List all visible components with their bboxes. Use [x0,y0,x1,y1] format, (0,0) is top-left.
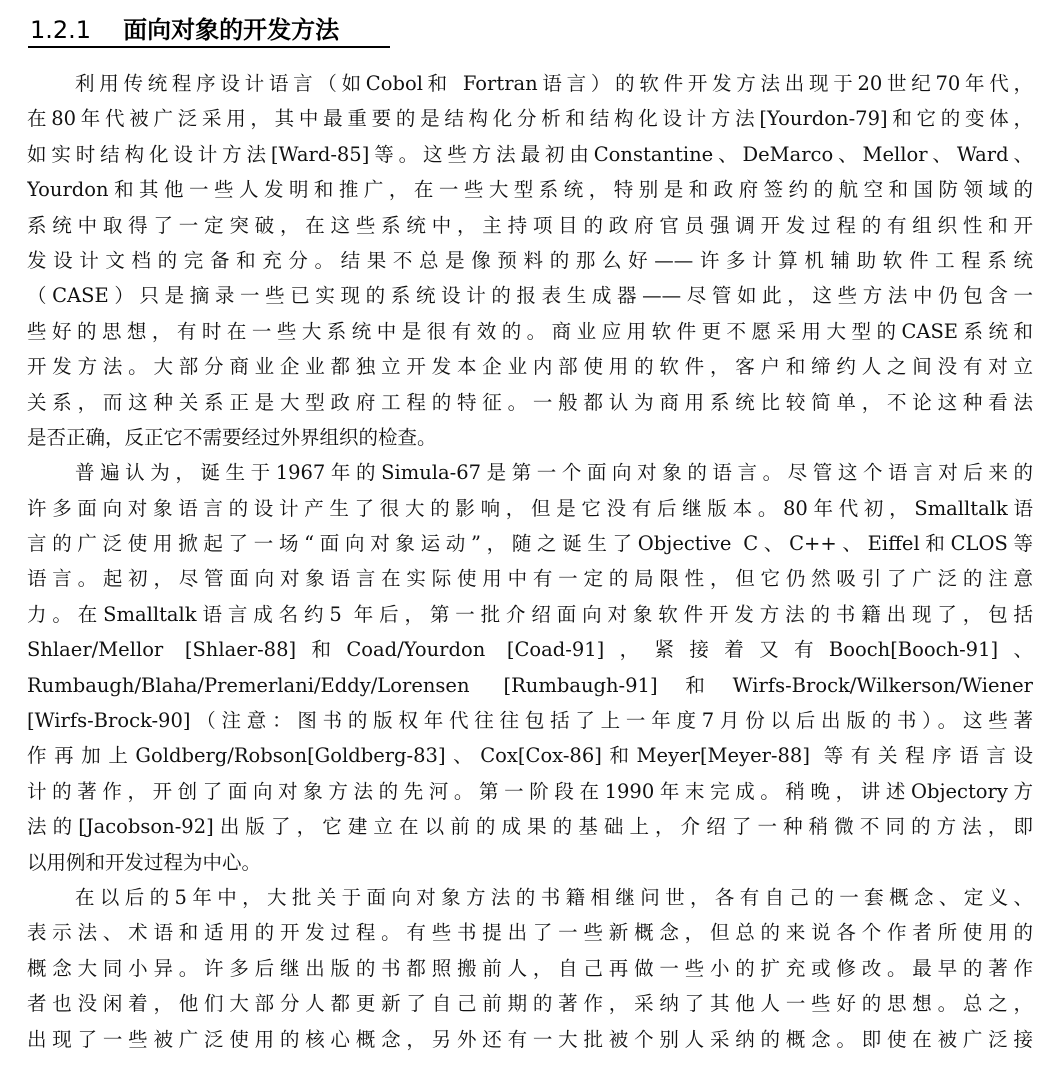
text-line: 关系，而这种关系正是大型政府工程的特征。一般都认为商用系统比较简单，不论这种看法 [27,390,1033,414]
paragraph [27,880,1033,1052]
text-line: Yourdon和其他一些人发明和推广，在一些大型系统，特别是和政府签约的航空和国防领域的 [27,178,1033,202]
text-line: 计的著作，开创了面向对象方法的先河。第一阶段在1990年末完成。稍晚，讲述Objectory方 [27,779,1033,803]
text-line: 系统中取得了一定突破，在这些系统中，主持项目的政府官员强调开发过程的有组织性和开 [27,213,1033,237]
text-line: 许多面向对象语言的设计产生了很大的影响，但是它没有后继版本。80年代初，Smalltalk语 [27,496,1033,520]
text-line: Rumbaugh/Blaha/Premerlani/Eddy/Lorensen [Rumbaugh-91]和Wirfs-Brock/Wilkerson/Wiener [27,673,1033,697]
text-line: 者也没闲着，他们大部分人都更新了自己前期的著作，采纳了其他人一些好的思想。总之， [27,992,1033,1016]
body-text [27,66,1033,1052]
text-line: 作再加上Goldberg/Robson[Goldberg-83]、Cox[Cox-86]和Meyer[Meyer-88] 等有关程序语言设 [27,744,1033,768]
text-line: 以用例和开发过程为中心。 [27,850,262,874]
text-line: 些好的思想，有时在一些大系统中是很有效的。商业应用软件更不愿采用大型的CASE系统和 [27,319,1033,343]
section-title: 面向对象的开发方法 [123,16,340,44]
text-line: 法的[Jacobson-92]出版了，它建立在以前的成果的基础上，介绍了一种稍微不同的方法，即 [27,815,1033,839]
text-line: [Wirfs-Brock-90]（注意：图书的版权年代往往包括了上一年度7月份以后出版的书）。这些著 [27,709,1033,733]
text-line: 言的广泛使用掀起了一场“面向对象运动”，随之诞生了Objective C、C++、Eiffel和CLOS等 [27,532,1033,556]
text-line: 表示法、术语和适用的开发过程。有些书提出了一些新概念，但总的来说各个作者所使用的 [27,921,1033,945]
text-line: 发设计文档的完备和充分。结果不总是像预料的那么好——许多计算机辅助软件工程系统 [27,248,1033,272]
text-line: 在以后的5年中，大批关于面向对象方法的书籍相继问世，各有自己的一套概念、定义、 [75,885,1033,909]
text-line: 利用传统程序设计语言（如Cobol和 Fortran语言）的软件开发方法出现于20世纪70年代， [75,72,1033,95]
section-number: 1.2.1 [30,16,92,44]
paragraph [27,66,1033,455]
text-line: 出现了一些被广泛使用的核心概念，另外还有一大批被个别人采纳的概念。即使在被广泛接 [27,1027,1033,1051]
heading-underline [28,46,390,48]
text-line: 开发方法。大部分商业企业都独立开发本企业内部使用的软件，客户和缔约人之间没有对立 [27,355,1033,379]
section-heading [30,12,339,48]
paragraph [27,455,1033,880]
text-line: 如实时结构化设计方法[Ward-85]等。这些方法最初由Constantine、DeMarco、Mellor、Ward、 [27,142,1033,166]
text-line: 是否正确，反正它不需要经过外界组织的检查。 [27,425,437,449]
text-line: 语言。起初，尽管面向对象语言在实际使用中有一定的局限性，但它仍然吸引了广泛的注意 [27,567,1033,591]
text-line: （CASE）只是摘录一些已实现的系统设计的报表生成器——尽管如此，这些方法中仍包含一 [27,284,1033,308]
text-line: 在80年代被广泛采用，其中最重要的是结构化分析和结构化设计方法[Yourdon-79]和它的变体， [27,107,1033,131]
text-line: 力。在Smalltalk语言成名约5 年后，第一批介绍面向对象软件开发方法的书籍出现了，包括 [27,602,1033,626]
text-line: Shlaer/Mellor [Shlaer-88]和Coad/Yourdon [Coad-91]，紧接着又有Booch[Booch-91]、 [27,638,1033,662]
text-line: 普遍认为，诞生于1967年的Simula-67是第一个面向对象的语言。尽管这个语言对后来的 [75,461,1033,485]
text-line: 概念大同小异。许多后继出版的书都照搬前人，自己再做一些小的扩充或修改。最早的著作 [27,956,1033,980]
